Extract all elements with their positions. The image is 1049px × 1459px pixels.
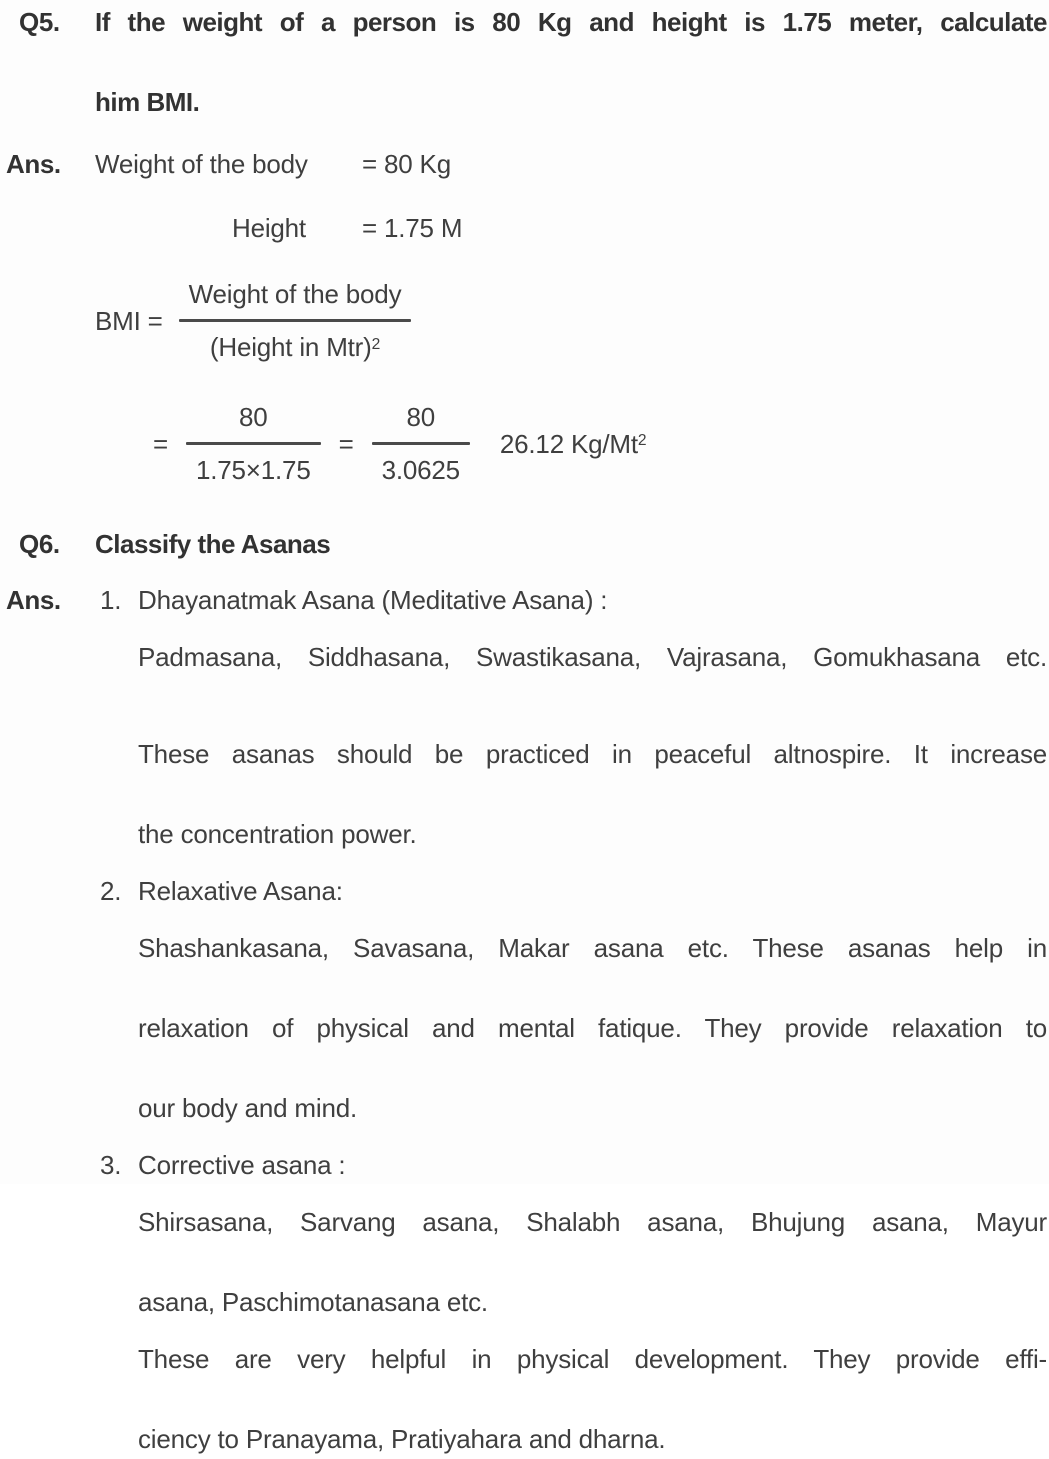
text-line: Shirsasana, Sarvang asana, Shalabh asana, Bhujung asana, Mayur [138,1207,1047,1237]
q5-answer-block [6,144,1047,490]
height-equation [95,208,1047,248]
item-2-title: Relaxative Asana: [138,876,343,906]
squared-superscript: 2 [371,335,381,353]
weight-equation-rhs: = 80 Kg [362,149,451,179]
question-6-block [6,524,1047,1459]
equals-sign: = [153,428,168,459]
q5-label: Q5. [19,7,60,37]
bmi-fraction-numerator: Weight of the body [188,279,402,309]
weight-equation [95,144,1047,184]
q6-ans-label: Ans. [6,585,61,615]
height-equation-lhs: Height [232,213,306,243]
bmi-result [500,424,646,464]
item-1-number: 1. [100,585,122,615]
squared-superscript: 2 [637,432,647,450]
weight-equation-lhs: Weight of the body [95,149,308,179]
q5-question-line-2: him BMI. [95,87,200,117]
calc-fraction-2-numerator: 80 [406,402,435,432]
item-3-paragraph-2 [138,1339,1047,1459]
text-line: asana, Paschimotanasana etc. [138,1287,488,1317]
bmi-formula-fraction [179,274,412,367]
calc-fraction-2 [372,397,470,490]
bmi-result-text: 26.12 Kg/Mt [499,428,638,459]
calc-fraction-1 [186,397,321,490]
q6-answer-block [6,580,1047,1459]
text-line: Shashankasana, Savasana, Makar asana etc. These asanas help in [138,933,1047,963]
equals-sign: = [338,428,354,459]
bmi-fraction-denominator [200,322,390,367]
asana-item-1 [95,580,1047,854]
text-line: relaxation of physical and mental fatique. They provide relaxation to [138,1013,1047,1043]
item-3-paragraph-1 [138,1202,1047,1322]
calc-fraction-1-denominator: 1.75×1.75 [195,455,311,485]
asana-item-2 [95,871,1047,1128]
item-1-paragraph-2 [138,734,1047,854]
bmi-denominator-text: (Height in Mtr) [209,332,372,362]
item-3-title: Corrective asana : [138,1150,346,1180]
q5-ans-label: Ans. [6,149,61,179]
calc-fraction-1-numerator: 80 [239,402,268,432]
asana-item-3 [95,1145,1047,1459]
q6-label: Q6. [19,529,60,559]
q5-question-line-1: If the weight of a person is 80 Kg and height is 1.75 meter, calculate [95,7,1047,37]
item-1-title: Dhayanatmak Asana (Meditative Asana) : [138,585,608,615]
item-3-number: 3. [100,1150,122,1180]
bmi-formula-lhs: BMI = [95,305,163,336]
q6-question: Classify the Asanas [95,529,331,559]
text-line: the concentration power. [138,819,417,849]
bmi-formula [95,274,1047,367]
question-5-block [6,2,1047,490]
text-line: These asanas should be practiced in peaceful altnospire. It increase [138,739,1047,769]
text-line: ciency to Pranayama, Pratiyahara and dharna. [138,1424,666,1454]
item-1-paragraph-1 [138,637,1047,717]
text-line: These are very helpful in physical development. They provide effi- [138,1344,1047,1374]
item-2-number: 2. [100,876,122,906]
text-line: our body and mind. [138,1093,357,1123]
bmi-calculation [95,397,1047,490]
calc-fraction-2-denominator: 3.0625 [381,455,460,485]
height-equation-rhs: = 1.75 M [362,213,463,243]
item-2-paragraph-1 [138,928,1047,1128]
text-line: Padmasana, Siddhasana, Swastikasana, Vajrasana, Gomukhasana etc. [138,642,1047,672]
